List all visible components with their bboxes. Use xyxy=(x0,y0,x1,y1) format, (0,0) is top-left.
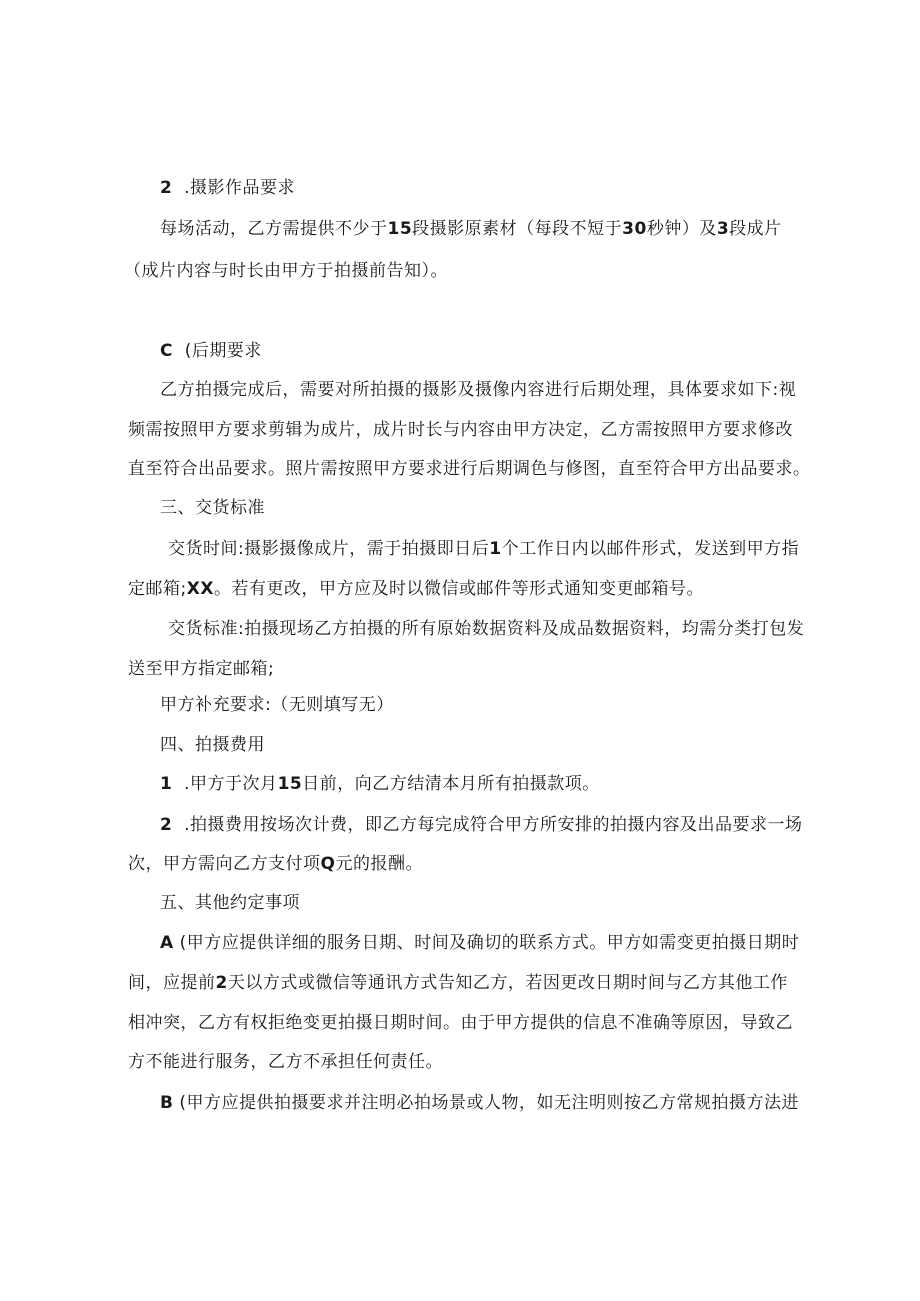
heading-number: C xyxy=(160,341,173,361)
delivery-standard-line-1: 交货标准:拍摄现场乙方拍摄的所有原始数据资料及成品数据资料，均需分类打包发 xyxy=(168,619,805,639)
delivery-time-line-2: 定邮箱;XX。若有更改，甲方应及时以微信或邮件等形式通知变更邮箱号。 xyxy=(128,579,704,599)
other-a-line-4: 方不能进行服务，乙方不承担任何责任。 xyxy=(128,1052,443,1072)
heading-text: .摄影作品要求 xyxy=(184,178,296,198)
heading-number: 2 xyxy=(160,178,173,198)
photo-req-heading xyxy=(160,176,295,200)
fees-item-1: 1 .甲方于次月15日前，向乙方结清本月所有拍摄款项。 xyxy=(160,774,600,794)
fees-item-2-line-2: 次，甲方需向乙方支付项Q元的报酬。 xyxy=(128,854,423,874)
other-a-line-3: 相冲突，乙方有权拒绝变更拍摄日期时间。由于甲方提供的信息不准确等原因，导致乙 xyxy=(128,1013,793,1033)
post-req-heading xyxy=(160,339,262,363)
photo-req-line-1: 每场活动，乙方需提供不少于15段摄影原素材（每段不短于30秒钟）及3段成片 xyxy=(160,219,782,239)
delivery-extra: 甲方补充要求:（无则填写无） xyxy=(160,695,394,715)
delivery-time-line-1: 交货时间:摄影摄像成片，需于拍摄即日后1个工作日内以邮件形式，发送到甲方指 xyxy=(168,539,800,559)
other-a-line-2: 间，应提前2天以方式或微信等通讯方式告知乙方，若因更改日期时间与乙方其他工作 xyxy=(128,973,788,993)
fees-item-2-line-1: 2 .拍摄费用按场次计费，即乙方每完成符合甲方所安排的拍摄内容及出品要求一场 xyxy=(160,815,803,835)
heading-text: (后期要求 xyxy=(184,341,262,361)
other-b-line-1: B (甲方应提供拍摄要求并注明必拍场景或人物，如无注明则按乙方常规拍摄方法进 xyxy=(160,1093,800,1113)
fees-heading: 四、拍摄费用 xyxy=(160,735,265,755)
other-a-line-1: A (甲方应提供详细的服务日期、时间及确切的联系方式。甲方如需变更拍摄日期时 xyxy=(160,933,800,953)
post-req-line-2: 频需按照甲方要求剪辑为成片，成片时长与内容由甲方决定，乙方需按照甲方要求修改 xyxy=(128,420,793,440)
delivery-heading: 三、交货标准 xyxy=(160,498,265,518)
post-req-line-1: 乙方拍摄完成后，需要对所拍摄的摄影及摄像内容进行后期处理，具体要求如下:视 xyxy=(160,380,797,400)
other-heading: 五、其他约定事项 xyxy=(160,893,300,913)
delivery-standard-line-2: 送至甲方指定邮箱; xyxy=(128,659,275,679)
post-req-line-3: 直至符合出品要求。照片需按照甲方要求进行后期调色与修图，直至符合甲方出品要求。 xyxy=(128,459,811,479)
photo-req-line-2: （成片内容与时长由甲方于拍摄前告知）。 xyxy=(124,261,448,281)
